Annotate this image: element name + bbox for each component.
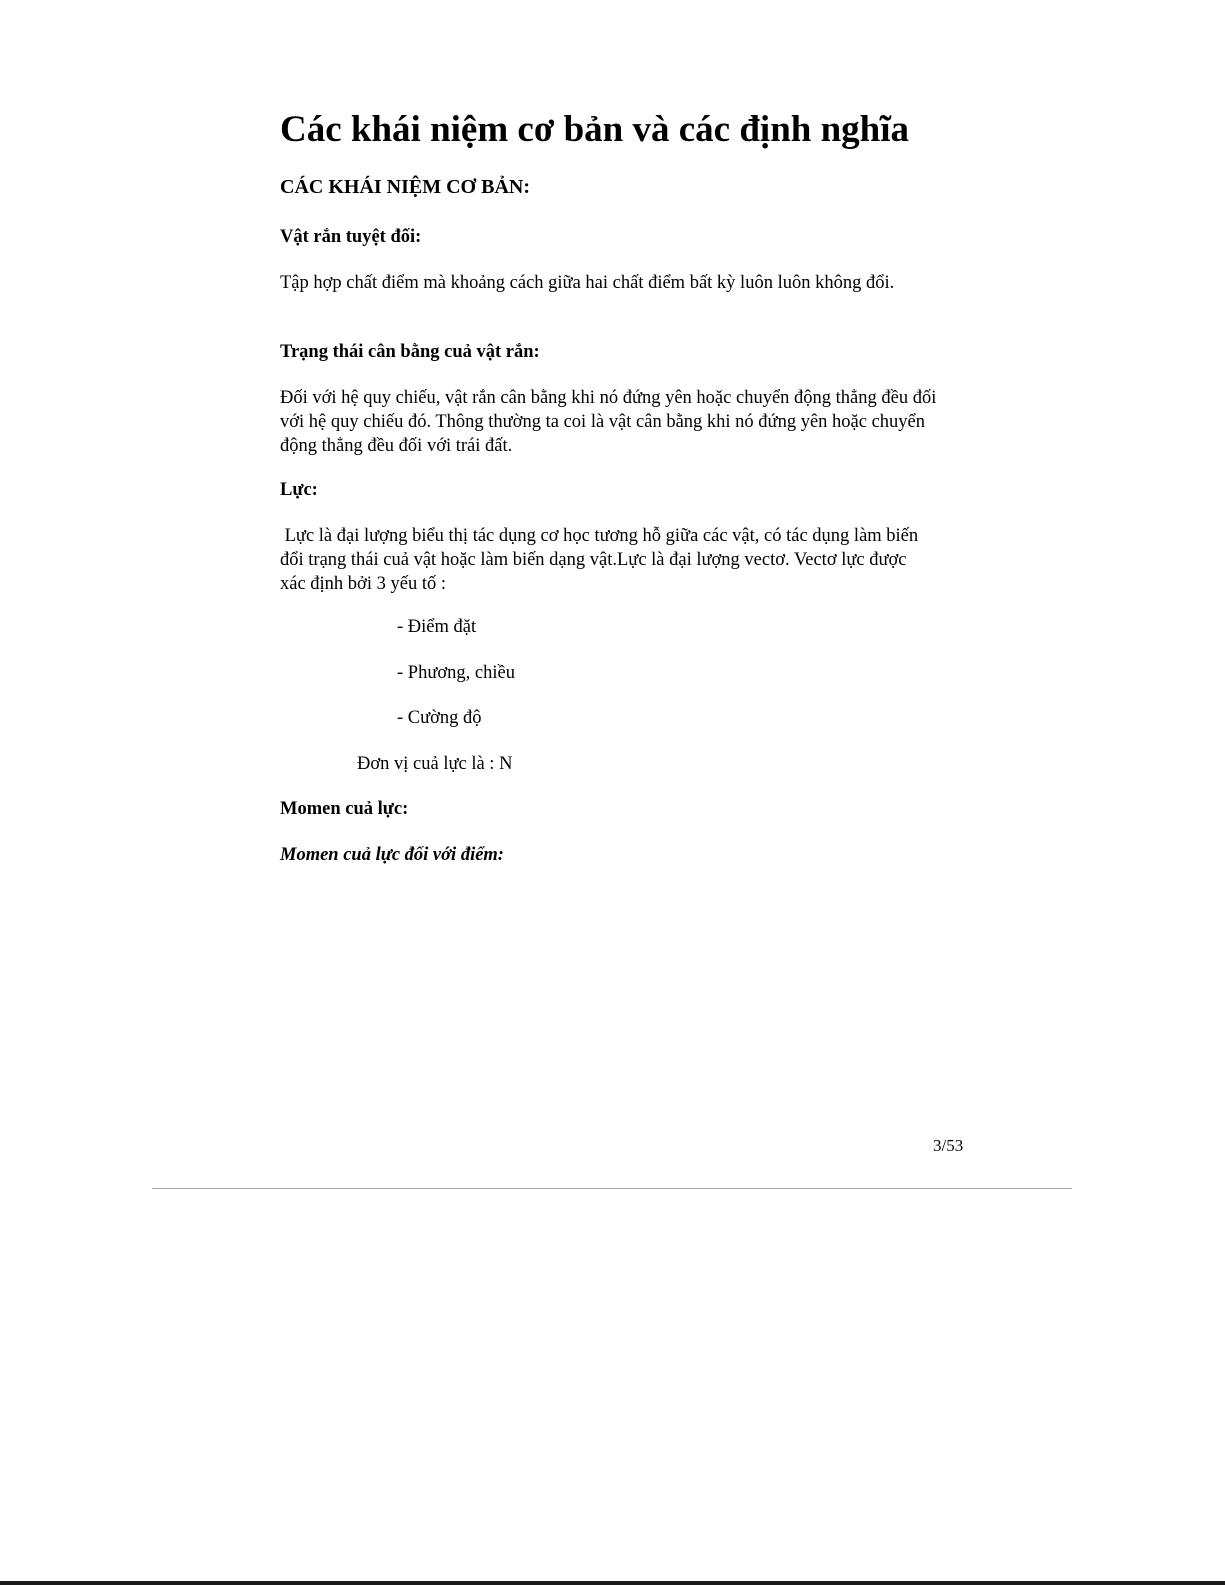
force-paragraph — [280, 524, 918, 596]
moment-heading: Momen cuả lực: — [280, 799, 409, 819]
equilibrium-heading: Trạng thái cân bằng cuả vật rắn: — [280, 342, 540, 362]
force-unit: Đơn vị cuả lực là : N — [357, 754, 513, 774]
page-separator — [152, 1188, 1072, 1189]
page-number: 3/53 — [933, 1136, 964, 1155]
rigid-body-definition: Tập hợp chất điểm mà khoảng cách giữa hai chất điểm bất kỳ luôn luôn không đổi. — [280, 273, 895, 293]
force-factor-direction: - Phương, chiều — [397, 663, 515, 683]
equilibrium-paragraph — [280, 386, 936, 458]
page-title: Các khái niệm cơ bản và các định nghĩa — [280, 109, 910, 150]
force-line-3: xác định bởi 3 yếu tố : — [280, 574, 446, 594]
force-factor-magnitude: - Cường độ — [397, 708, 482, 728]
equilibrium-line-2: với hệ quy chiếu đó. Thông thường ta coi là vật cân bằng khi nó đứng yên hoặc chuyển — [280, 412, 925, 432]
rigid-body-heading: Vật rắn tuyệt đối: — [280, 227, 422, 247]
force-heading: Lực: — [280, 480, 318, 500]
force-line-1: Lực là đại lượng biểu thị tác dụng cơ học tương hỗ giữa các vật, có tác dụng làm biến — [280, 526, 919, 546]
force-factor-point: - Điểm đặt — [397, 617, 477, 637]
section-heading: CÁC KHÁI NIỆM CƠ BẢN: — [280, 176, 530, 198]
moment-about-point-heading: Momen cuả lực đối với điểm: — [280, 845, 504, 865]
equilibrium-line-1: Đối với hệ quy chiếu, vật rắn cân bằng khi nó đứng yên hoặc chuyển động thẳng đều đối — [280, 388, 937, 408]
equilibrium-line-3: động thẳng đều đối với trái đất. — [280, 436, 513, 456]
bottom-edge-bar — [0, 1581, 1225, 1585]
force-line-2: đổi trạng thái cuả vật hoặc làm biến dạng vật.Lực là đại lượng vectơ. Vectơ lực được — [280, 550, 907, 570]
